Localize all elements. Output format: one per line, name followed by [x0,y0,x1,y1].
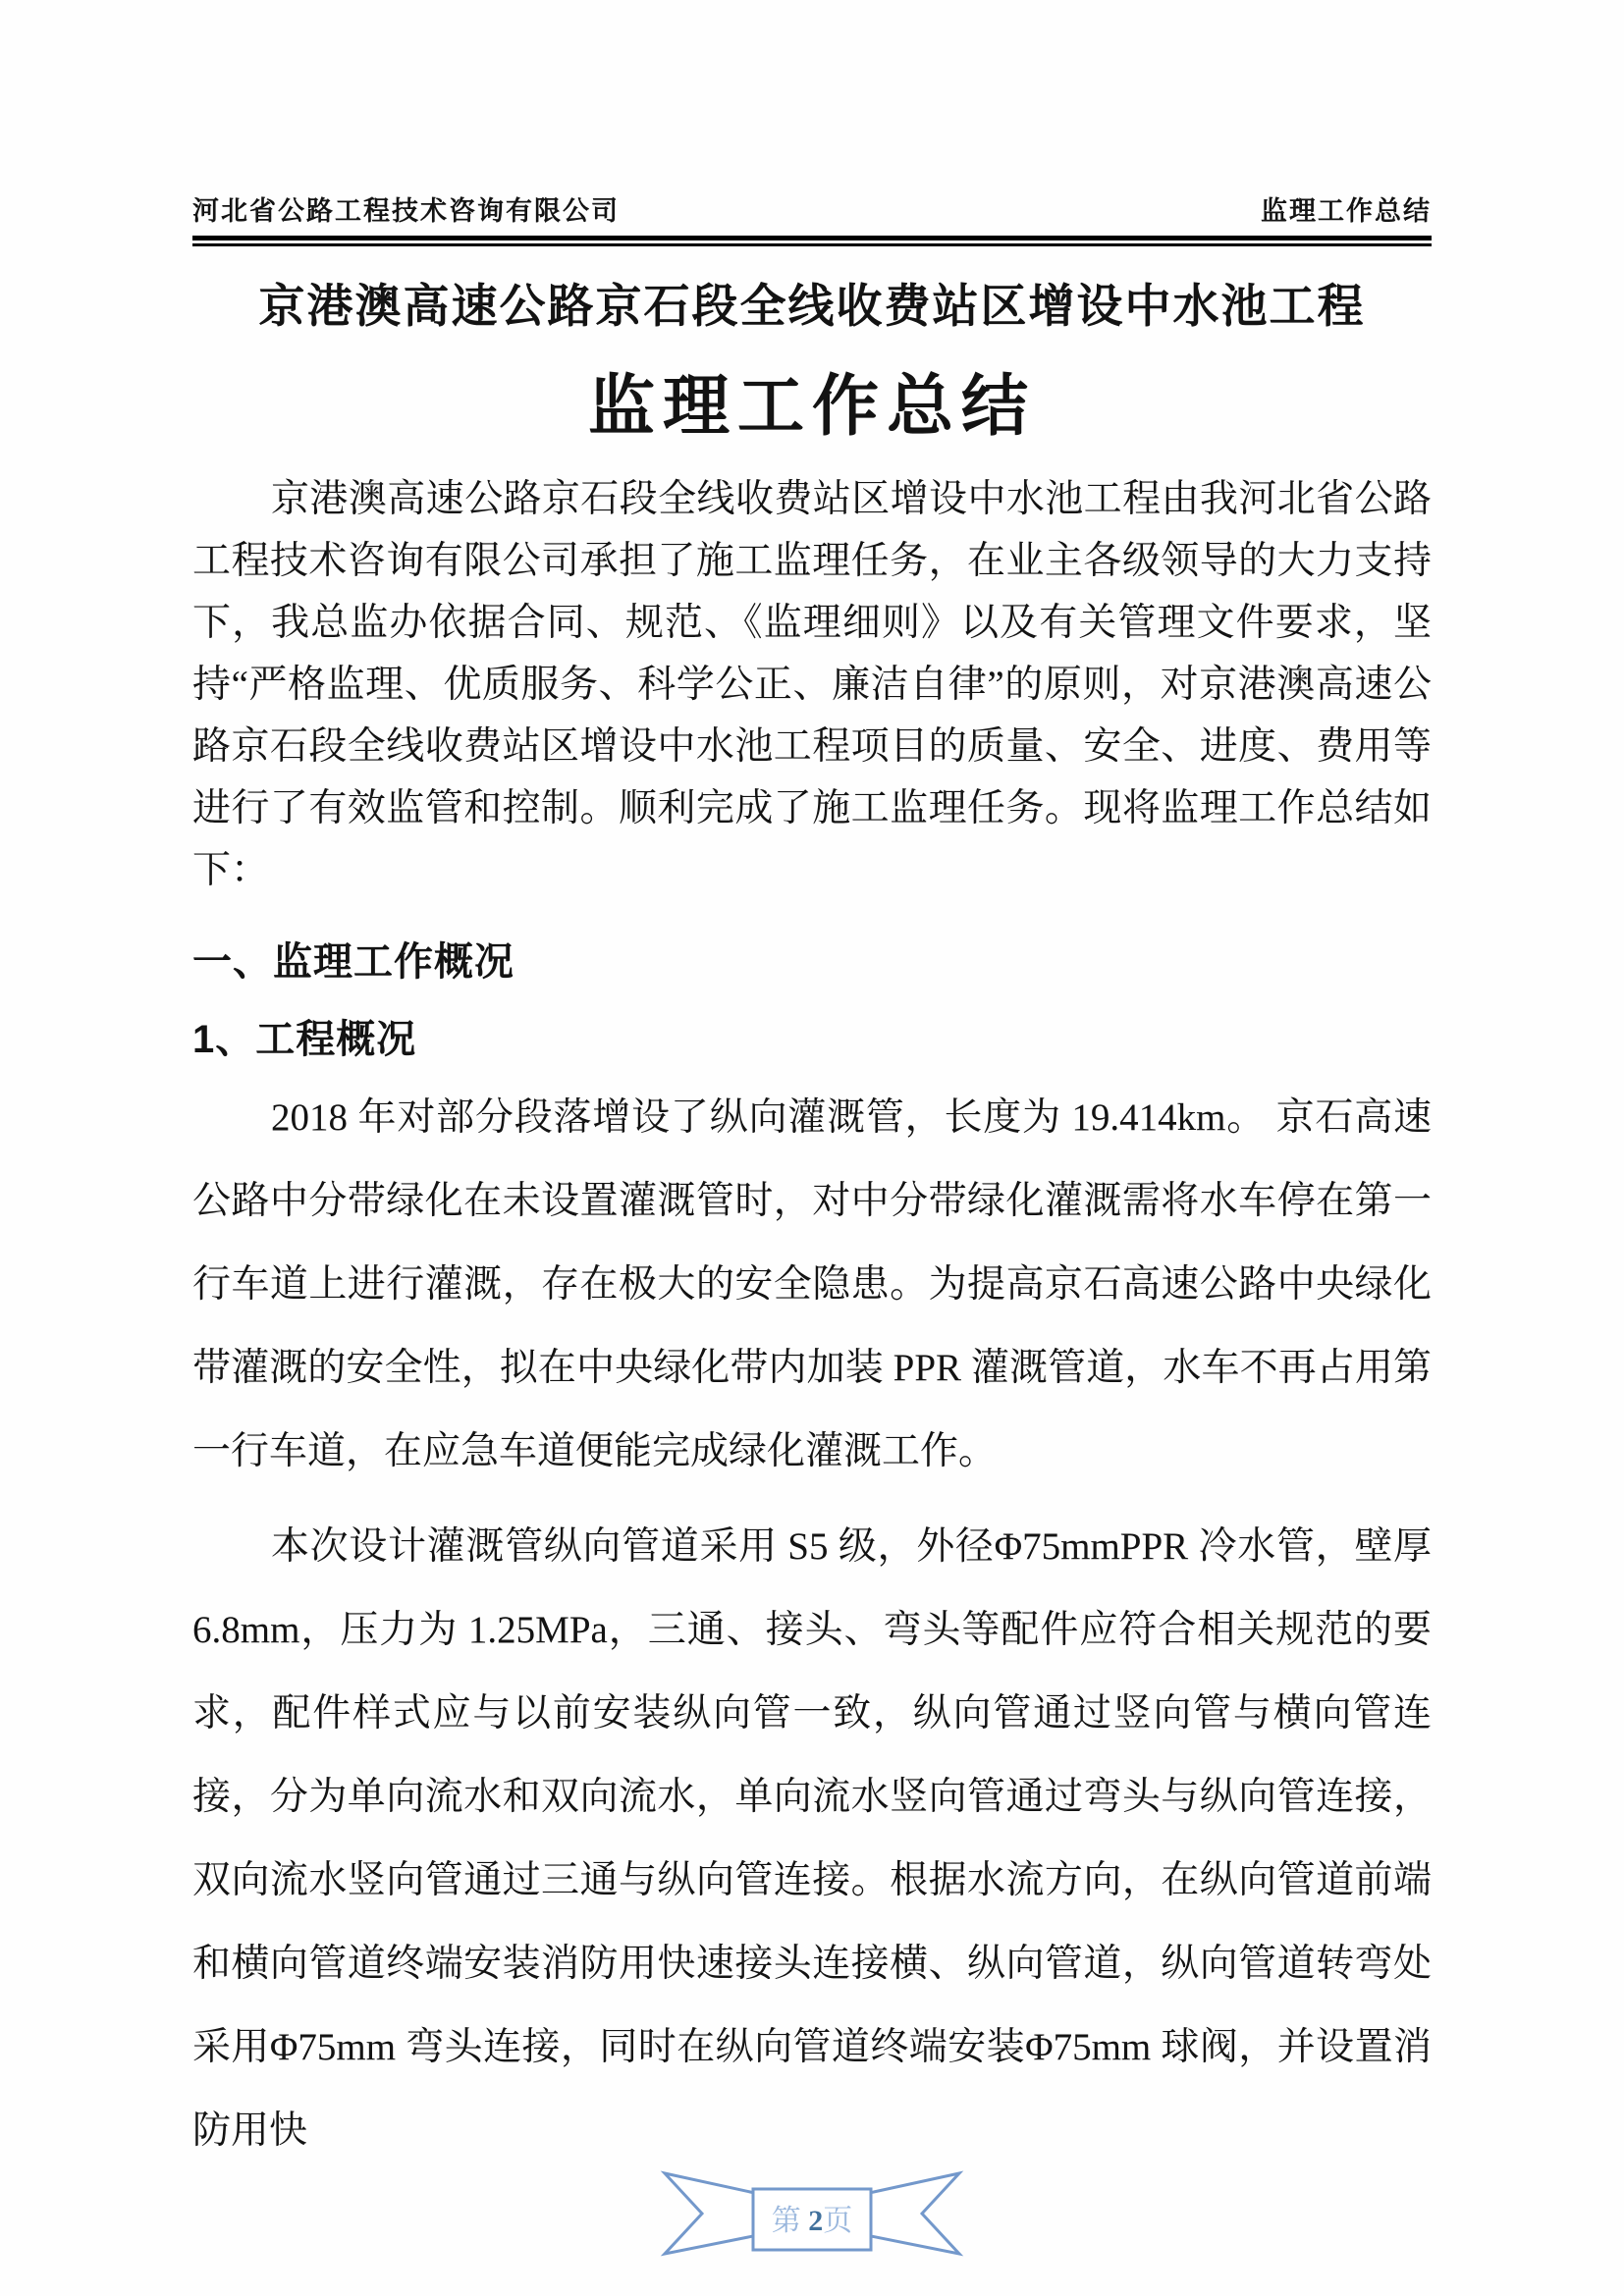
page-content [192,0,1432,2172]
section-heading-supervision-overview: 一、监理工作概况 [192,940,514,984]
page-number-value: 2 [808,2205,824,2237]
page-number-suffix: 页 [823,2205,853,2237]
document-title-project: 京港澳高速公路京石段全线收费站区增设中水池工程 [258,282,1366,333]
ribbon-banner-graphic [655,2162,969,2264]
header-divider [192,236,1432,246]
paragraph-design-details: 本次设计灌溉管纵向管道采用 S5 级，外径Φ75mmPPR 冷水管，壁厚 6.8mm，压力为 1.25MPa，三通、接头、弯头等配件应符合相关规范的要求，配件样式应与以前安装纵向管一致，纵向管通过竖向管与横向管连接，分为单向流水和双向流水，单向流水竖向管通过弯头与纵向管连接，双向流水竖向管通过三通与纵向管连接。根据水流方向，在纵向管道前端和横向管道终端安装消防用快速接头连接横、纵向管道，纵向管道转弯处采用Φ75mm 弯头连接，同时在纵向管道终端安装Φ75mm 球阀，并设置消防用快 [192,1525,1432,2152]
header-company-name: 河北省公路工程技术咨询有限公司 [192,196,620,226]
document-title-main: 监理工作总结 [587,369,1036,444]
paragraph-introduction: 京港澳高速公路京石段全线收费站区增设中水池工程由我河北省公路工程技术咨询有限公司承担了施工监理任务，在业主各级领导的大力支持下，我总监办依据合同、规范、《监理细则》以及有关管理文件要求，坚持“严格监理、优质服务、科学公正、廉洁自律”的原则，对京港澳高速公路京石段全线收费站区增设中水池工程项目的质量、安全、进度、费用等进行了有效监管和控制。顺利完成了施工监理任务。现将监理工作总结如下： [192,478,1432,891]
page-number-prefix: 第 [771,2205,809,2237]
page-number-label [772,2205,853,2237]
header-divider-thin-line [192,243,1432,246]
paragraph-project-background: 2018 年对部分段落增设了纵向灌溉管，长度为 19.414km。 京石高速公路中分带绿化在未设置灌溉管时，对中分带绿化灌溉需将水车停在第一行车道上进行灌溉，存在极大的安全隐患。为提高京石高速公路中央绿化带灌溉的安全性，拟在中央绿化带内加装 PPR 灌溉管道，水车不再占用第一行车道，在应急车道便能完成绿化灌溉工作。 [192,1096,1432,1472]
header-doc-type: 监理工作总结 [1261,196,1432,226]
page-number-ribbon [655,2162,969,2269]
header-divider-thick-line [192,236,1432,240]
page-header [192,189,1432,228]
section-heading-project-overview: 1、工程概况 [192,1018,417,1061]
